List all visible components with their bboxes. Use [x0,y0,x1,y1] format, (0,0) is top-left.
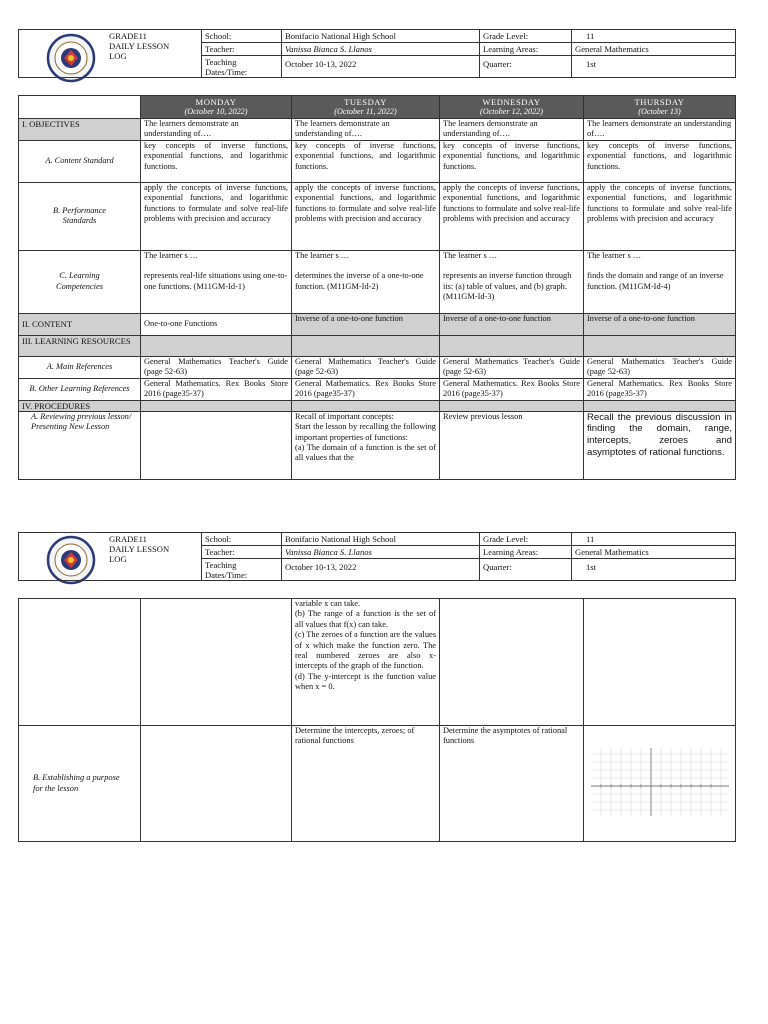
teacher-value: Vanissa Bianca S. Llanos [282,546,480,559]
competencies-tuesday: The learner s … determines the inverse of a one-to-one function. (M11GM-Id-2) [292,250,440,313]
reviewing-thursday: Recall the previous discussion in finding the domain, range, intercepts, zeroes and asymptotes of rational functions. [584,411,736,479]
reviewing-cont-monday [141,599,292,726]
reviewing-continued-row [19,599,736,726]
resources-row [19,335,736,356]
day-tuesday: TUESDAY (October 11, 2022) [292,96,440,119]
dates-value: October 10-13, 2022 [282,56,480,78]
quarter-label: Quarter: [480,559,572,581]
competencies-row [19,250,736,313]
objectives-label: I. OBJECTIVES [19,119,141,141]
learning-areas-value: General Mathematics [572,43,736,56]
content-label: II. CONTENT [19,313,141,335]
content-standard-tuesday: key concepts of inverse functions, exponential functions, and logarithmic functions. [292,140,440,182]
establishing-thursday [584,726,736,842]
dates-value: October 10-13, 2022 [282,559,480,581]
resources-wednesday [440,335,584,356]
resources-thursday [584,335,736,356]
competencies-wednesday: The learner s … represents an inverse function through its: (a) table of values, and (b) graph. (M11GM-Id-3) [440,250,584,313]
performance-label: B. Performance Standards [19,182,141,250]
header-table [18,29,736,78]
content-standard-label: A. Content Standard [19,140,141,182]
lesson-table-page1 [18,95,736,480]
teacher-label: Teacher: [202,43,282,56]
procedures-label: IV. PROCEDURES [19,400,141,411]
grade-level-label: Grade Level: [480,533,572,546]
procedures-tuesday [292,400,440,411]
performance-wednesday: apply the concepts of inverse functions, exponential functions, and logarithmic functions to formulate and solve real-life problems with precision and accuracy [440,182,584,250]
quarter-value: 1st [572,56,736,78]
performance-row [19,182,736,250]
reviewing-label: A. Reviewing previous lesson/ Presenting New Lesson [19,411,141,479]
teacher-label: Teacher: [202,546,282,559]
objectives-wednesday: The learners demonstrate an understanding of…. [440,119,584,141]
learning-areas-label: Learning Areas: [480,546,572,559]
content-wednesday: Inverse of a one-to-one function [440,313,584,335]
reviewing-row [19,411,736,479]
procedures-thursday [584,400,736,411]
corner-cell [19,96,141,119]
school-value: Bonifacio National High School [282,30,480,43]
establishing-label: B. Establishing a purpose for the lesson [19,726,141,842]
objectives-row [19,119,736,141]
content-tuesday: Inverse of a one-to-one function [292,313,440,335]
performance-monday: apply the concepts of inverse functions, exponential functions, and logarithmic functions to formulate and solve real-life problems with precision and accuracy [141,182,292,250]
establishing-monday [141,726,292,842]
other-refs-row [19,378,736,400]
main-refs-tuesday: General Mathematics Teacher's Guide (page 52-63) [292,356,440,378]
dates-label: Teaching Dates/Time: [202,56,282,78]
competencies-thursday: The learner s … finds the domain and range of an inverse function. (M11GM-Id-4) [584,250,736,313]
establishing-tuesday: Determine the intercepts, zeroes; of rational functions [292,726,440,842]
grade-level-value: 11 [572,30,736,43]
main-refs-wednesday: General Mathematics Teacher's Guide (page 52-63) [440,356,584,378]
reviewing-monday [141,411,292,479]
other-refs-monday: General Mathematics. Rex Books Store 2016 (page35-37) [141,378,292,400]
learning-areas-value: General Mathematics [572,546,736,559]
procedures-wednesday [440,400,584,411]
reviewing-cont-thursday [584,599,736,726]
day-thursday: THURSDAY (October 13) [584,96,736,119]
header-title: GRADE11 DAILY LESSON LOG [19,533,202,581]
other-refs-wednesday: General Mathematics. Rex Books Store 2016 (page35-37) [440,378,584,400]
other-refs-tuesday: General Mathematics. Rex Books Store 2016 (page35-37) [292,378,440,400]
reviewing-cont-wednesday [440,599,584,726]
resources-tuesday [292,335,440,356]
resources-label: III. LEARNING RESOURCES [19,335,141,356]
reviewing-wednesday: Review previous lesson [440,411,584,479]
content-standard-wednesday: key concepts of inverse functions, exponential functions, and logarithmic functions. [440,140,584,182]
establishing-wednesday: Determine the asymptotes of rational functions [440,726,584,842]
header-title: GRADE11 DAILY LESSON LOG [19,30,202,78]
content-standard-row [19,140,736,182]
main-refs-thursday: General Mathematics Teacher's Guide (page 52-63) [584,356,736,378]
procedures-monday [141,400,292,411]
content-row [19,313,736,335]
school-label: School: [202,533,282,546]
grade-level-value: 11 [572,533,736,546]
lesson-table-page2 [18,598,736,842]
coordinate-grid-graph-icon [591,748,729,816]
dates-label: Teaching Dates/Time: [202,559,282,581]
reviewing-cont-label [19,599,141,726]
header-table-page2 [18,532,736,581]
content-standard-thursday: key concepts of inverse functions, exponential functions, and logarithmic functions. [584,140,736,182]
performance-tuesday: apply the concepts of inverse functions, exponential functions, and logarithmic functions to formulate and solve real-life problems with precision and accuracy [292,182,440,250]
school-label: School: [202,30,282,43]
objectives-monday: The learners demonstrate an understanding of…. [141,119,292,141]
teacher-value: Vanissa Bianca S. Llanos [282,43,480,56]
competencies-monday: The learner s … represents real-life situations using one-to-one functions. (M11GM-Id-1) [141,250,292,313]
day-monday: MONDAY (October 10, 2022) [141,96,292,119]
objectives-thursday: The learners demonstrate an understanding of…. [584,119,736,141]
objectives-tuesday: The learners demonstrate an understanding of…. [292,119,440,141]
main-refs-label: A. Main References [19,356,141,378]
other-refs-label: B. Other Learning References [19,378,141,400]
quarter-label: Quarter: [480,56,572,78]
day-wednesday: WEDNESDAY (October 12, 2022) [440,96,584,119]
content-thursday: Inverse of a one-to-one function [584,313,736,335]
content-standard-monday: key concepts of inverse functions, exponential functions, and logarithmic functions. [141,140,292,182]
other-refs-thursday: General Mathematics. Rex Books Store 2016 (page35-37) [584,378,736,400]
resources-monday [141,335,292,356]
competencies-label: C. Learning Competencies [19,250,141,313]
school-value: Bonifacio National High School [282,533,480,546]
reviewing-cont-tuesday: variable x can take. (b) The range of a function is the set of all values that f(x) can take. (c) The zeroes of a function are the values of x which make the function zero. The real numbered zeroes are also x-intercepts of the graph of the function. (d) The y-intercept is the function value when x = 0. [292,599,440,726]
quarter-value: 1st [572,559,736,581]
establishing-row [19,726,736,842]
main-refs-monday: General Mathematics Teacher's Guide (page 52-63) [141,356,292,378]
day-header-row [19,96,736,119]
grade-level-label: Grade Level: [480,30,572,43]
procedures-row [19,400,736,411]
performance-thursday: apply the concepts of inverse functions, exponential functions, and logarithmic functions to formulate and solve real-life problems with precision and accuracy [584,182,736,250]
content-monday: One-to-one Functions [141,313,292,335]
reviewing-tuesday: Recall of important concepts: Start the lesson by recalling the following important properties of functions: (a) The domain of a function is the set of all values that the [292,411,440,479]
main-refs-row [19,356,736,378]
learning-areas-label: Learning Areas: [480,43,572,56]
